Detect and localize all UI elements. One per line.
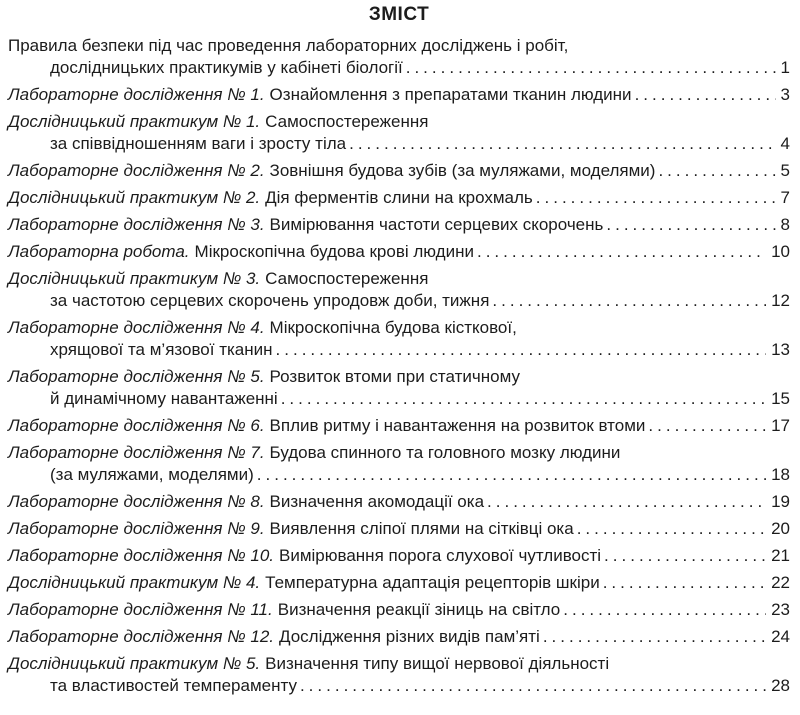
- toc-entry-page: 19: [771, 492, 790, 511]
- toc-entry-title: Дія ферментів слини на крохмаль: [265, 188, 533, 207]
- toc-entry-line2: [8, 388, 790, 410]
- toc-entry-title: Визначення акомодації ока: [269, 492, 485, 511]
- toc-entry: [8, 442, 790, 486]
- toc-entry-lead: Лабораторне дослідження № 2.: [8, 161, 265, 180]
- toc-entry-lead: Дослідницький практикум № 5.: [8, 654, 261, 673]
- toc-entry-lead: Лабораторне дослідження № 8.: [8, 492, 265, 511]
- toc-entry: [8, 111, 790, 155]
- toc-entry-line1: [8, 518, 790, 540]
- dot-leader: [577, 518, 766, 540]
- dot-leader: [477, 241, 766, 263]
- toc-entry-page: 24: [771, 627, 790, 646]
- toc-entry-page: 8: [780, 215, 790, 234]
- toc-entry-line1: [8, 599, 790, 621]
- toc-entry-line2: [8, 133, 790, 155]
- toc-entry-lead: Лабораторне дослідження № 1.: [8, 85, 265, 104]
- dot-leader: [276, 339, 767, 361]
- toc-entry-line1: [8, 491, 790, 513]
- toc-entry: [8, 599, 790, 621]
- dot-leader: [300, 675, 766, 697]
- toc-entry-line2: [8, 675, 790, 697]
- toc-entry: [8, 187, 790, 209]
- toc-entry-title: Правила безпеки під час проведення лабораторних досліджень і робіт,: [8, 36, 569, 55]
- dot-leader: [563, 599, 766, 621]
- toc-entry-line1: [8, 160, 790, 182]
- toc-entry: [8, 653, 790, 697]
- toc-entry-line1: [8, 545, 790, 567]
- toc-entry-line1: [8, 268, 790, 290]
- toc-entry-page: 18: [771, 465, 790, 484]
- toc-entry: [8, 214, 790, 236]
- toc-entry-title-continuation: та властивостей темпераменту: [50, 676, 297, 695]
- toc-entry-title: Вплив ритму і навантаження на розвиток втоми: [269, 416, 646, 435]
- toc-entry-lead: Лабораторне дослідження № 3.: [8, 215, 265, 234]
- dot-leader: [281, 388, 766, 410]
- toc-entry-title: Температурна адаптація рецепторів шкіри: [265, 573, 600, 592]
- dot-leader: [648, 415, 766, 437]
- dot-leader: [492, 290, 766, 312]
- toc-entry-lead: Лабораторне дослідження № 6.: [8, 416, 265, 435]
- toc-entry-line1: [8, 317, 790, 339]
- toc-entry-page: 10: [771, 242, 790, 261]
- toc-entry: [8, 366, 790, 410]
- toc-entry-lead: Лабораторне дослідження № 7.: [8, 443, 265, 462]
- toc-entry-page: 23: [771, 600, 790, 619]
- toc-entry-page: 5: [780, 161, 790, 180]
- toc-entry-line1: [8, 84, 790, 106]
- toc-entry-lead: Дослідницький практикум № 1.: [8, 112, 261, 131]
- toc-entry-line1: [8, 415, 790, 437]
- toc-entry-line1: [8, 653, 790, 675]
- toc-entry-page: 7: [780, 188, 790, 207]
- toc-entry: [8, 84, 790, 106]
- toc-entry-line1: [8, 626, 790, 648]
- toc-entry-title: Вимірювання частоти серцевих скорочень: [269, 215, 604, 234]
- toc-entry-page: 4: [780, 134, 790, 153]
- toc-entry-lead: Лабораторна робота.: [8, 242, 190, 261]
- toc-entry-line1: [8, 214, 790, 236]
- toc-entry-line1: [8, 111, 790, 133]
- dot-leader: [406, 57, 776, 79]
- toc-entry-title-continuation: й динамічному навантаженні: [50, 389, 278, 408]
- toc-entry: [8, 491, 790, 513]
- dot-leader: [635, 84, 776, 106]
- toc-entry-title: Самоспостереження: [265, 112, 429, 131]
- toc-entry-line1: [8, 187, 790, 209]
- toc-entry-title: Зовнішня будова зубів (за муляжами, моделями): [269, 161, 656, 180]
- dot-leader: [543, 626, 766, 648]
- toc-entry-title: Виявлення сліпої плями на сітківці ока: [269, 519, 574, 538]
- toc-entry-title: Самоспостереження: [265, 269, 429, 288]
- dot-leader: [536, 187, 776, 209]
- toc-entry-page: 21: [771, 546, 790, 565]
- page-title: ЗМІСТ: [368, 4, 430, 25]
- toc-entry-title: Визначення реакції зіниць на світло: [277, 600, 561, 619]
- toc-entry-title: Ознайомлення з препаратами тканин людини: [269, 85, 632, 104]
- dot-leader: [349, 133, 775, 155]
- toc-entry: [8, 241, 790, 263]
- toc-entry-page: 12: [771, 291, 790, 310]
- toc-entry-page: 22: [771, 573, 790, 592]
- toc-entry-title-continuation: дослідницьких практикумів у кабінеті біології: [50, 58, 403, 77]
- toc-entry-lead: Лабораторне дослідження № 11.: [8, 600, 273, 619]
- toc-entry-page: 13: [771, 340, 790, 359]
- toc-entry-line1: [8, 35, 790, 57]
- toc-entry-page: 17: [771, 416, 790, 435]
- dot-leader: [257, 464, 766, 486]
- toc-entry-line2: [8, 290, 790, 312]
- toc-entry-line2: [8, 57, 790, 79]
- toc-entry-lead: Лабораторне дослідження № 9.: [8, 519, 265, 538]
- toc-entry-page: 28: [771, 676, 790, 695]
- toc-entry-page: 15: [771, 389, 790, 408]
- toc-list: [8, 35, 790, 697]
- toc-entry-lead: Лабораторне дослідження № 12.: [8, 627, 274, 646]
- toc-entry: [8, 626, 790, 648]
- dot-leader: [487, 491, 766, 513]
- toc-entry-line2: [8, 464, 790, 486]
- toc-entry-line1: [8, 442, 790, 464]
- toc-entry: [8, 160, 790, 182]
- toc-entry-line1: [8, 572, 790, 594]
- toc-entry-lead: Дослідницький практикум № 2.: [8, 188, 261, 207]
- toc-entry: [8, 518, 790, 540]
- toc-entry-title-continuation: за співвідношенням ваги і зросту тіла: [50, 134, 347, 153]
- dot-leader: [658, 160, 775, 182]
- toc-entry: [8, 545, 790, 567]
- toc-entry-title-continuation: (за муляжами, моделями): [50, 465, 254, 484]
- toc-entry-line1: [8, 366, 790, 388]
- toc-entry-line1: [8, 241, 790, 263]
- toc-entry: [8, 35, 790, 79]
- dot-leader: [606, 214, 775, 236]
- toc-entry-title: Будова спинного та головного мозку людини: [269, 443, 621, 462]
- toc-entry: [8, 317, 790, 361]
- toc-entry-lead: Дослідницький практикум № 4.: [8, 573, 261, 592]
- toc-entry-page: 1: [780, 58, 790, 77]
- toc-entry-title: Мікроскопічна будова кісткової,: [269, 318, 517, 337]
- toc-entry-title: Розвиток втоми при статичному: [269, 367, 520, 386]
- toc-entry-title: Вимірювання порога слухової чутливості: [279, 546, 602, 565]
- dot-leader: [604, 545, 766, 567]
- toc-entry-line2: [8, 339, 790, 361]
- toc-entry-lead: Лабораторне дослідження № 4.: [8, 318, 265, 337]
- toc-entry-title-continuation: за частотою серцевих скорочень упродовж доби, тижня: [50, 291, 490, 310]
- toc-entry-lead: Дослідницький практикум № 3.: [8, 269, 261, 288]
- dot-leader: [603, 572, 766, 594]
- toc-entry: [8, 572, 790, 594]
- toc-entry-title: Дослідження різних видів пам’яті: [279, 627, 540, 646]
- toc-entry-page: 20: [771, 519, 790, 538]
- toc-entry-title: Мікроскопічна будова крові людини: [194, 242, 474, 261]
- toc-entry-lead: Лабораторне дослідження № 5.: [8, 367, 265, 386]
- toc-entry-lead: Лабораторне дослідження № 10.: [8, 546, 274, 565]
- toc-entry: [8, 415, 790, 437]
- toc-entry-page: 3: [780, 85, 790, 104]
- toc-entry-title: Визначення типу вищої нервової діяльності: [265, 654, 610, 673]
- toc-entry-title-continuation: хрящової та м’язової тканин: [50, 340, 273, 359]
- toc-entry: [8, 268, 790, 312]
